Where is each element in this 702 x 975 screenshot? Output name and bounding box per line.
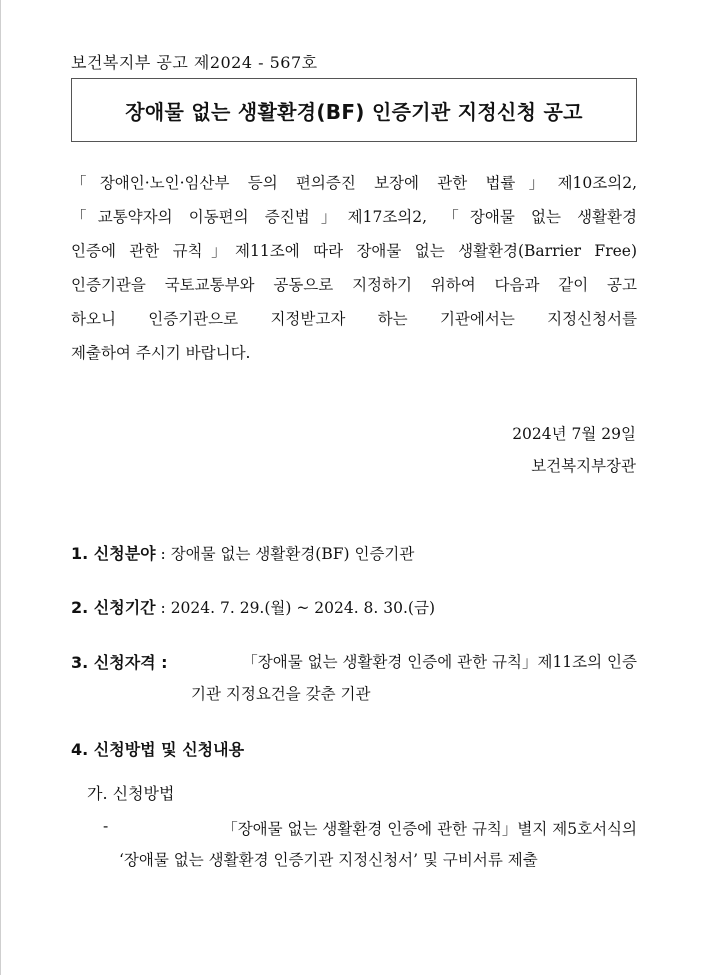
method-detail [103,817,637,870]
item-label: 4. 신청방법 및 신청내용 [71,740,245,759]
intro-line: 「교통약자의 이동편의 증진법」제17조의2, 「장애물 없는 생활환경 [71,208,637,226]
item-label: 1. 신청분야 [71,544,156,563]
method-detail-line: 「장애물 없는 생활환경 인증에 관한 규칙」별지 제5호서식의 [222,820,637,838]
sub-item-method: 가. 신청방법 [87,784,175,803]
intro-line: 제출하여 주시기 바랍니다. [71,344,251,362]
item-value: 장애물 없는 생활환경(BF) 인증기관 [170,545,415,563]
intro-line: 「장애인·노인·임산부 등의 편의증진 보장에 관한 법률」제10조의2, [71,174,637,192]
item-application-field [71,541,414,564]
item-label: 3. 신청자격 : [71,653,168,672]
signature-block [512,418,636,482]
notice-date: 2024년 7월 29일 [512,425,636,443]
item-value-line: 「장애물 없는 생활환경 인증에 관한 규칙」제11조의 인증 [242,653,637,671]
item-separator: : [155,599,171,617]
intro-line: 하오니 인증기관으로 지정받고자 하는 기관에서는 지정신청서를 [71,310,637,328]
item-label: 2. 신청기간 [71,598,156,617]
dash-bullet: - [103,817,109,835]
item-application-period [71,595,435,618]
intro-paragraph [71,166,637,370]
notice-number: 보건복지부 공고 제2024 - 567호 [71,53,318,72]
issuer: 보건복지부장관 [531,457,636,475]
method-detail-line: ‘장애물 없는 생활환경 인증기관 지정신청서’ 및 구비서류 제출 [119,851,538,869]
title-box [71,78,637,142]
item-separator: : [155,545,171,563]
item-qualification [71,650,637,704]
item-value-line: 기관 지정요건을 갖춘 기관 [191,685,371,703]
intro-line: 인증기관을 국토교통부와 공동으로 지정하기 위하여 다음과 같이 공고 [71,276,637,294]
item-value: 2024. 7. 29.(월) ~ 2024. 8. 30.(금) [170,599,435,617]
document-title: 장애물 없는 생활환경(BF) 인증기관 지정신청 공고 [125,99,583,124]
intro-line: 인증에 관한 규칙」제11조에 따라 장애물 없는 생활환경(Barrier Free) [71,242,637,260]
item-application-method [71,737,244,760]
